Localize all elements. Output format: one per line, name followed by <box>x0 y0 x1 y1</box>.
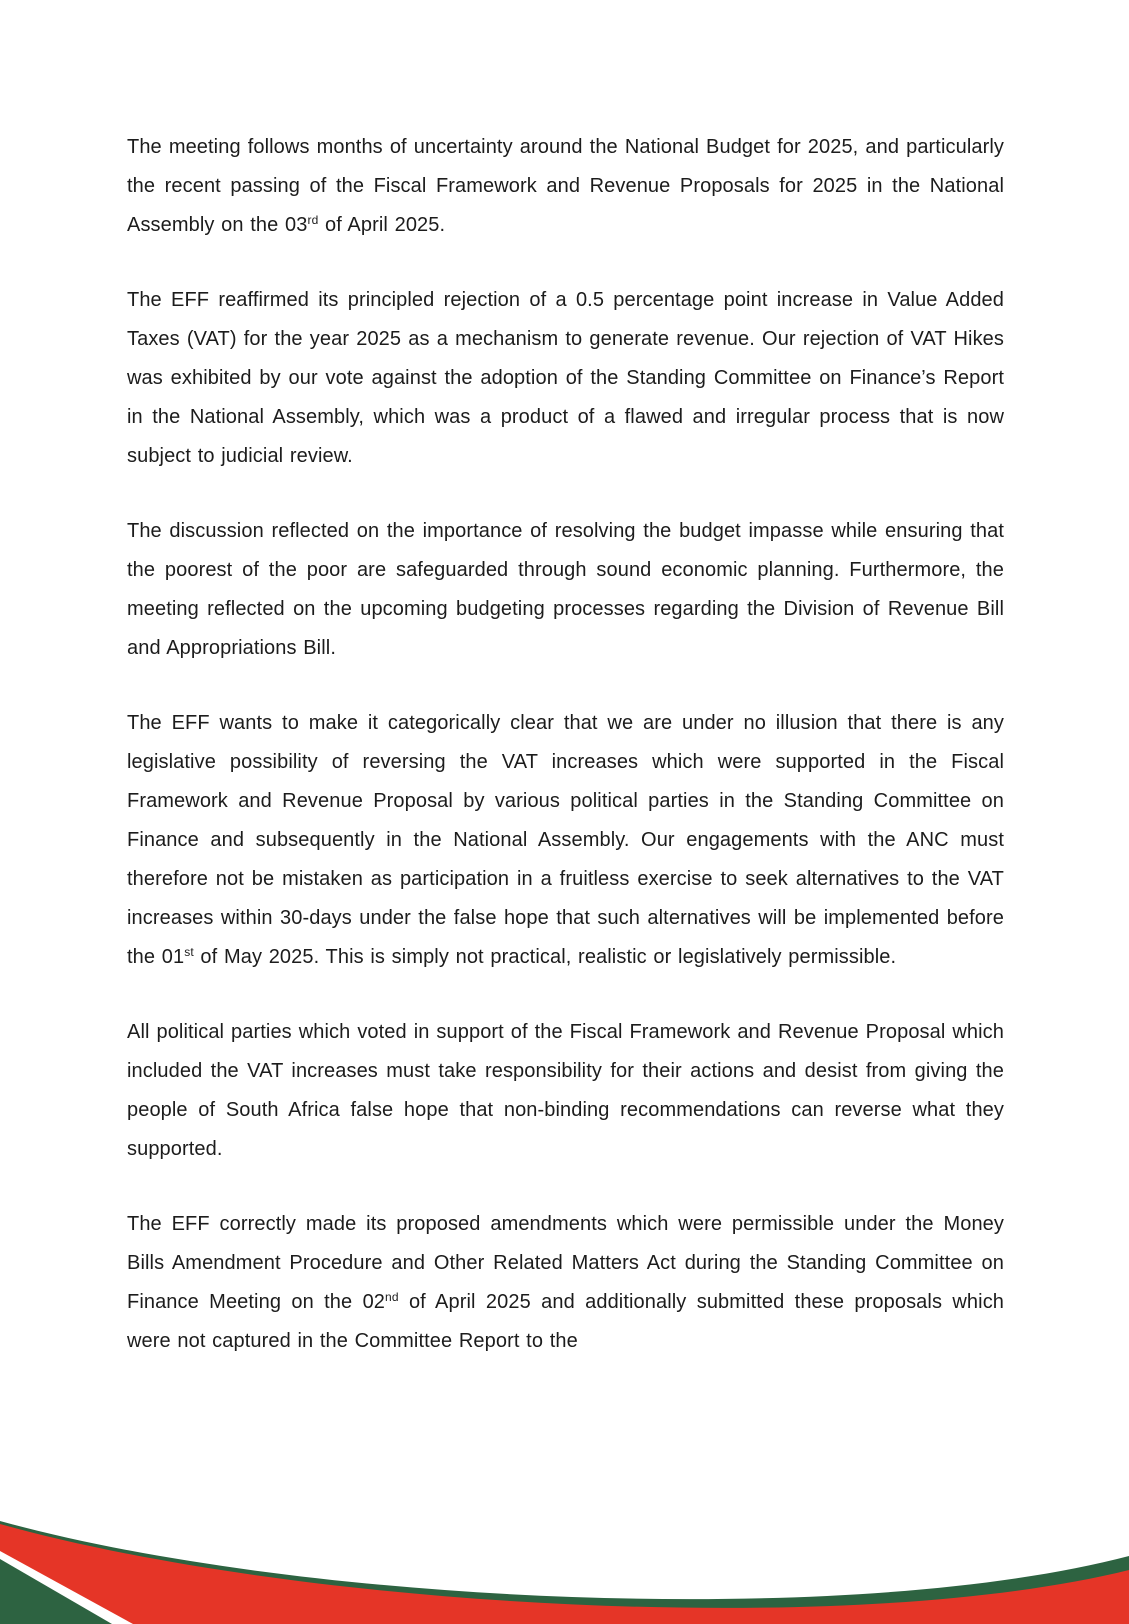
footer-red-wave <box>0 1524 1129 1624</box>
text-run: of April 2025. <box>318 214 446 236</box>
ordinal-suffix: nd <box>385 1290 399 1304</box>
paragraph <box>127 1013 1004 1169</box>
paragraph <box>127 512 1004 668</box>
document-body <box>127 128 1004 1397</box>
text-run: The discussion reflected on the importance of resolving the budget impasse while ensuring that the poorest of the poor are safeguarded through sound economic planning. Furthermore, the meeting reflected on the upcoming budgeting processes regarding the Division of Revenue Bill and Appropriations Bill. <box>127 520 1004 659</box>
text-run: of May 2025. This is simply not practical, realistic or legislatively permissible. <box>193 946 897 968</box>
ordinal-suffix: rd <box>307 213 319 227</box>
text-run: The EFF wants to make it categorically clear that we are under no illusion that there is any legislative possibility of reversing the VAT increases which were supported in the Fiscal Framework and Revenue Proposal by various political parties in the Standing Committee on Finance and subsequently in the National Assembly. Our engagements with the ANC must therefore not be mistaken as participation in a fruitless exercise to seek alternatives to the VAT increases within 30-days under the false hope that such alternatives will be implemented before the 01 <box>127 712 1004 968</box>
text-run: of April 2025 and additionally submitted these proposals which were not captured in the Committee Report to the <box>127 1291 1005 1352</box>
paragraph <box>127 1205 1004 1361</box>
text-run: The EFF reaffirmed its principled rejection of a 0.5 percentage point increase in Value Added Taxes (VAT) for the year 2025 as a mechanism to generate revenue. Our rejection of VAT Hikes was exhibited by our vote against the adoption of the Standing Committee on Finance’s Report in the National Assembly, which was a product of a flawed and irregular process that is now subject to judicial review. <box>127 289 1004 467</box>
text-run: The meeting follows months of uncertainty around the National Budget for 2025, and particularly the recent passing of the Fiscal Framework and Revenue Proposals for 2025 in the National Assembly on the 03 <box>127 136 1004 236</box>
text-run: The EFF correctly made its proposed amendments which were permissible under the Money Bills Amendment Procedure and Other Related Matters Act during the Standing Committee on Finance Meeting on the 02 <box>127 1213 1004 1313</box>
footer-wave-graphic <box>0 1464 1129 1624</box>
paragraph <box>127 281 1004 476</box>
paragraph <box>127 128 1004 245</box>
text-run: All political parties which voted in support of the Fiscal Framework and Revenue Proposal which included the VAT increases must take responsibility for their actions and desist from giving the people of South Africa false hope that non-binding recommendations can reverse what they supported. <box>127 1021 1004 1160</box>
paragraph <box>127 704 1004 977</box>
ordinal-suffix: st <box>184 945 194 959</box>
